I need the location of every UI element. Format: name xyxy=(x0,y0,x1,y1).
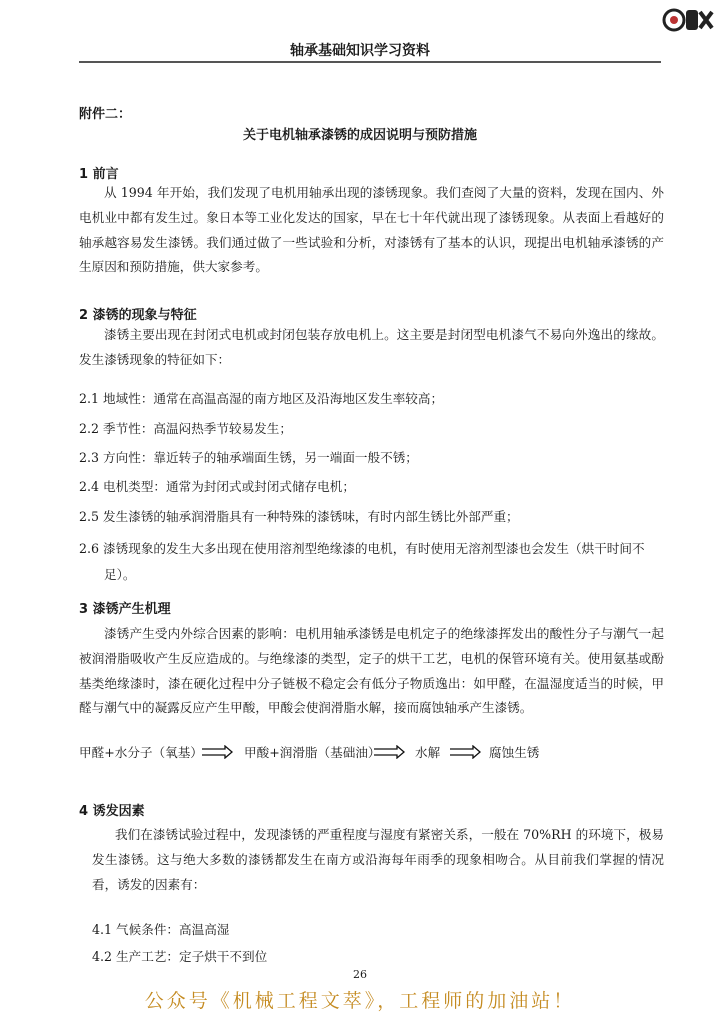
header-title: 轴承基础知识学习资料 xyxy=(290,43,430,59)
doc-title: 关于电机轴承漆锈的成因说明与预防措施 xyxy=(242,128,477,143)
list-item xyxy=(79,536,664,588)
flow-step: 甲醛+水分子（氧基） xyxy=(79,745,203,760)
header-rule xyxy=(79,61,661,63)
attachment-label: 附件二： xyxy=(79,107,132,122)
list-item: 2.5 发生漆锈的轴承润滑脂具有一种特殊的漆锈味，有时内部生锈比外部严重； xyxy=(79,509,519,524)
reaction-flow xyxy=(79,736,664,766)
section-3-body: 漆锈产生受内外综合因素的影响：电机用轴承漆锈是电机定子的绝缘漆挥发出的酸性分子与潮气一起被润滑脂吸收产生反应造成的。与绝缘漆的类型，定子的烘干工艺，电机的保管环境有关。使用氨基或酚基类绝缘漆时，漆在硬化过程中分子链极不稳定会有低分子物质逸出：如甲醛，在温湿度适当的时候，甲醛与潮气中的凝露反应产生甲酸，甲酸会使润滑脂水解，接而腐蚀轴承产生漆锈。 xyxy=(79,626,664,716)
section-3-heading: 3 漆锈产生机理 xyxy=(79,602,171,617)
arrow-right-icon xyxy=(201,745,233,759)
section-1-body: 从 1994 年开始，我们发现了电机用轴承出现的漆锈现象。我们查阅了大量的资料，发现在国内、外电机业中都有发生过。象日本等工业化发达的国家，早在七十年代就出现了漆锈现象。从表面上看越好的轴承越容易发生漆锈。我们通过做了一些试验和分析，对漆锈有了基本的认识，现提出电机轴承漆锈的产生原因和预防措施，供大家参考。 xyxy=(79,185,664,275)
section-4-body: 我们在漆锈试验过程中，发现漆锈的严重程度与湿度有紧密关系，一般在 70%RH 的环境下，极易发生漆锈。这与绝大多数的漆锈都发生在南方或沿海每年雨季的现象相吻合。从目前我们掌握的情况看，诱发的因素有： xyxy=(92,827,664,892)
list-item: 2.4 电机类型：通常为封闭式或封闭式储存电机； xyxy=(79,479,355,494)
section-1-heading: 1 前言 xyxy=(79,167,119,182)
list-item: 2.1 地域性：通常在高温高湿的南方地区及沿海地区发生率较高； xyxy=(79,391,444,406)
flow-step: 水解 xyxy=(415,745,441,760)
bearing-logo-icon xyxy=(662,6,714,36)
section-2-body: 漆锈主要出现在封闭式电机或封闭包装存放电机上。这主要是封闭型电机漆气不易向外逸出的缘故。发生漆锈现象的特征如下： xyxy=(79,327,664,367)
list-item: 4.2 生产工艺：定子烘干不到位 xyxy=(92,949,268,964)
footer-banner: 公众号《机械工程文萃》，工程师的加油站！ xyxy=(144,990,576,1012)
arrow-right-icon xyxy=(373,745,405,759)
list-item-main: 2.6 漆锈现象的发生大多出现在使用溶剂型绝缘漆的电机，有时使用无溶剂型漆也会发生（烘干时间不 xyxy=(79,541,645,556)
list-item-continuation: 足）。 xyxy=(104,567,136,582)
flow-step: 甲酸+润滑脂（基础油） xyxy=(244,745,381,760)
list-item: 2.2 季节性：高温闷热季节较易发生； xyxy=(79,421,292,436)
section-2-heading: 2 漆锈的现象与特征 xyxy=(79,308,197,323)
page-number: 26 xyxy=(353,968,367,981)
list-item: 4.1 气候条件：高温高湿 xyxy=(92,922,230,937)
arrow-right-icon xyxy=(449,745,481,759)
flow-step: 腐蚀生锈 xyxy=(489,745,540,760)
section-4-heading: 4 诱发因素 xyxy=(79,804,145,819)
list-item: 2.3 方向性：靠近转子的轴承端面生锈，另一端面一般不锈； xyxy=(79,450,418,465)
